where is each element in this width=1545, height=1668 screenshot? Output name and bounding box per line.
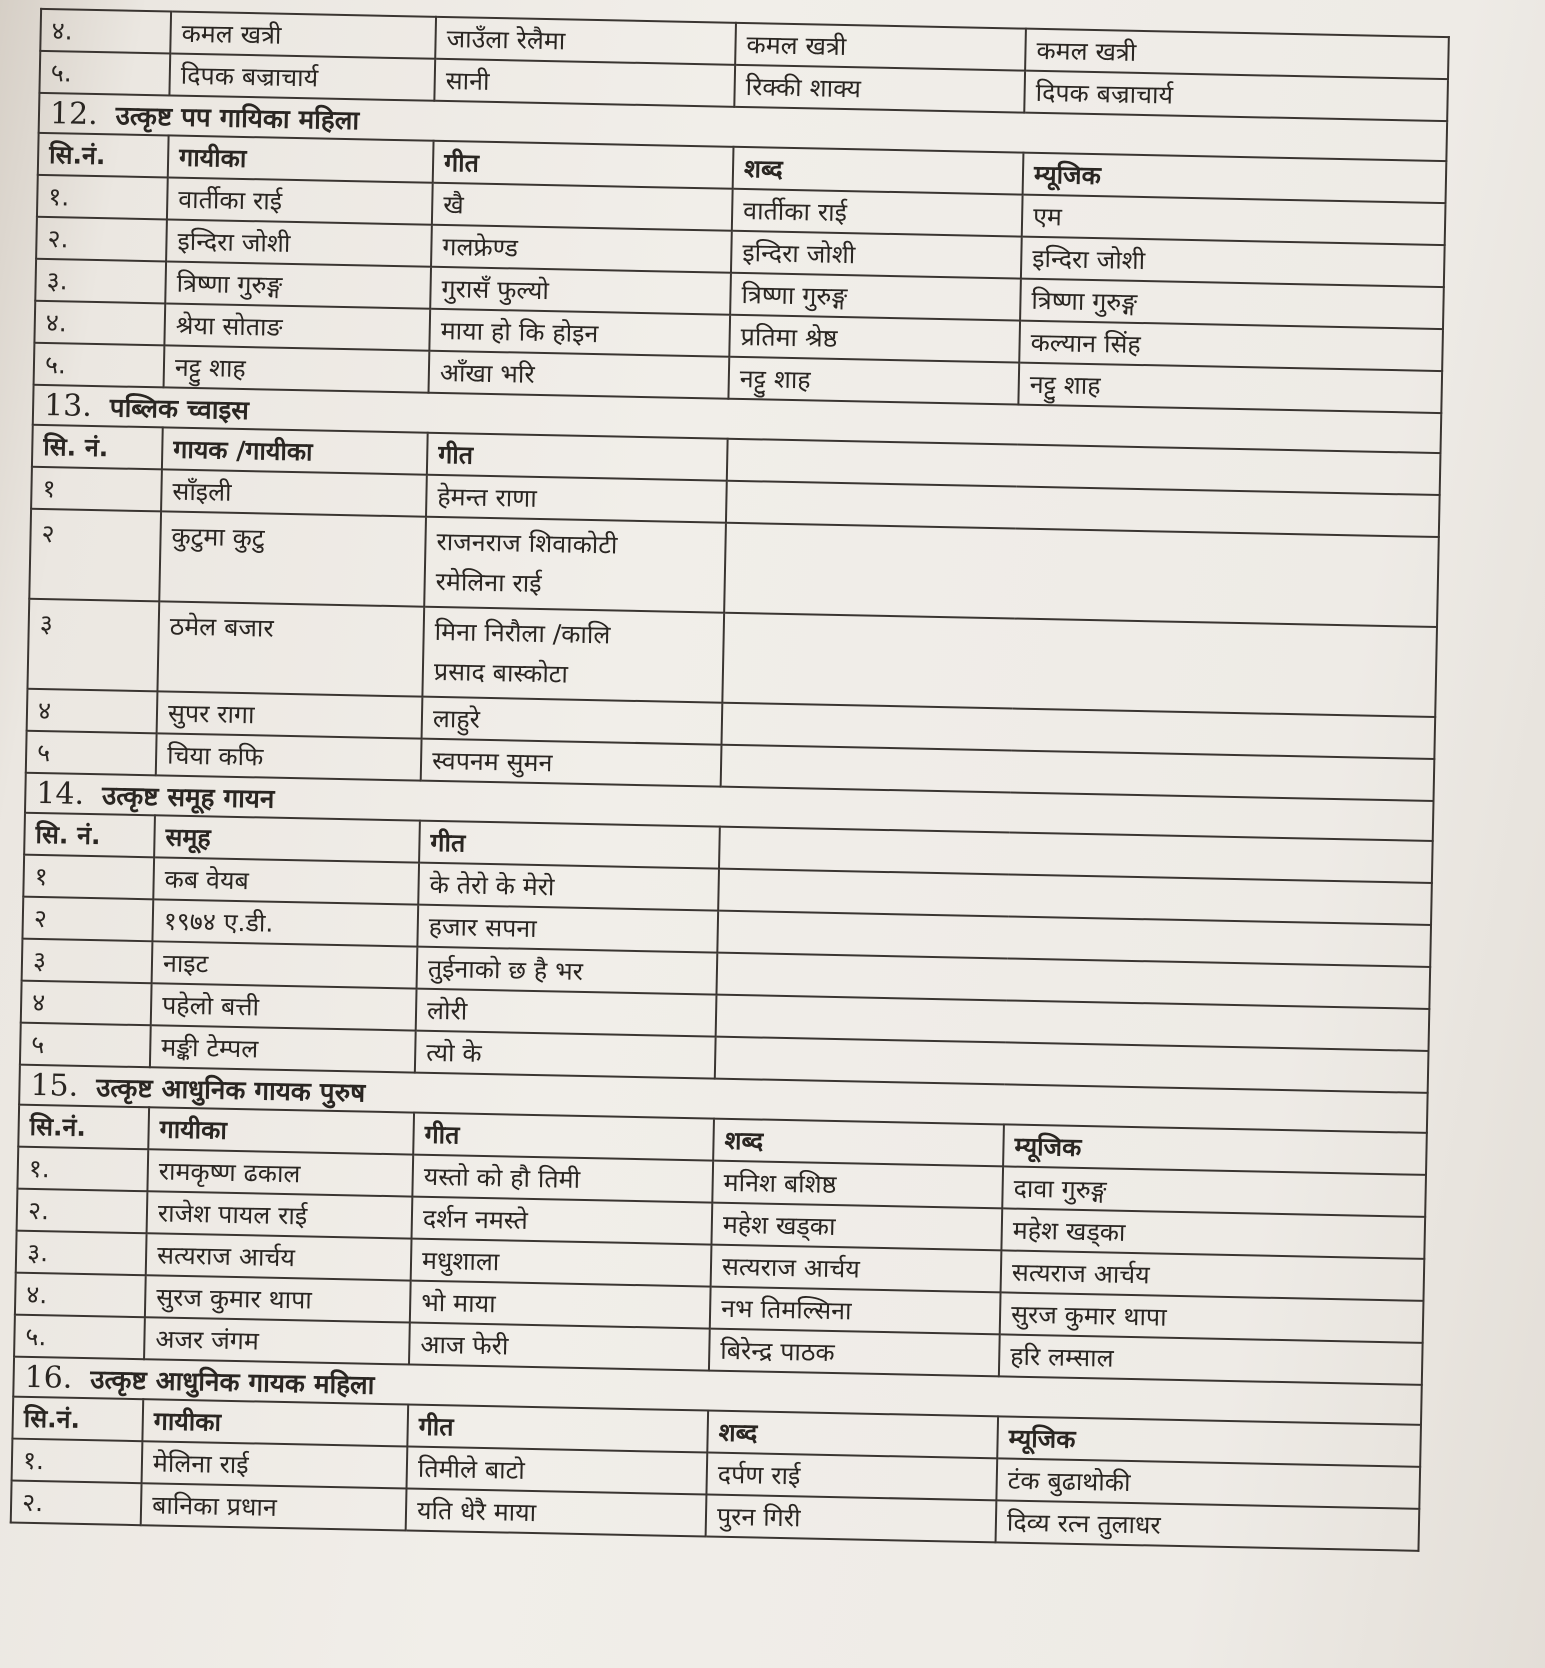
music-cell: नट्टु शाह	[1018, 363, 1442, 413]
column-header: शब्द	[733, 147, 1024, 195]
song-cell: के तेरो के मेरो	[418, 863, 719, 911]
serial-cell: १.	[37, 175, 168, 220]
serial-cell: ५.	[34, 343, 165, 388]
awards-table	[10, 8, 1450, 1552]
music-cell: सुरज कुमार थापा	[1000, 1292, 1424, 1342]
lyrics-cell: नभ तिमल्सिना	[710, 1287, 1001, 1335]
singer-cell: साँइली	[161, 469, 427, 516]
document-sheet	[10, 8, 1450, 1552]
music-cell: सत्यराज आर्चय	[1001, 1250, 1425, 1300]
singer-cell: वार्तीका राई	[167, 177, 433, 224]
music-cell: कमल खत्री	[1025, 29, 1449, 79]
song-cell: लाहुरे	[422, 697, 723, 745]
section-number: 16.	[24, 1359, 73, 1396]
section-title: उत्कृष्ट आधुनिक गायक महिला	[90, 1365, 375, 1401]
group-cell: १९७४ ए.डी.	[152, 899, 418, 946]
singer-cell: चिया कफि	[156, 733, 422, 780]
column-header: गायक /गायीका	[162, 427, 428, 474]
column-header: गायीका	[148, 1107, 414, 1154]
music-cell: इन्दिरा जोशी	[1021, 237, 1445, 287]
singer-cell: सत्यराज आर्चय	[146, 1233, 412, 1280]
song-cell: भो माया	[410, 1281, 711, 1329]
song-cell: गुरासँ फुल्यो	[430, 267, 731, 315]
lyrics-cell: प्रतिमा श्रेष्ठ	[729, 315, 1020, 363]
column-header: सि.नं.	[38, 133, 169, 178]
empty-cell	[722, 613, 1437, 717]
section-title: उत्कृष्ट आधुनिक गायक पुरुष	[95, 1073, 366, 1109]
group-cell: मङ्की टेम्पल	[150, 1025, 416, 1072]
song-cell: मधुशाला	[411, 1239, 712, 1287]
singer-cell: सुरज कुमार थापा	[145, 1275, 411, 1322]
column-header: सि. नं.	[32, 425, 163, 470]
column-header: म्यूजिक	[997, 1416, 1421, 1466]
section-title: उत्कृष्ट पप गायिका महिला	[115, 101, 360, 137]
column-header: गीत	[413, 1113, 714, 1161]
group-cell: नाइट	[152, 941, 418, 988]
group-cell: कब वेयब	[153, 857, 419, 904]
serial-cell: २.	[36, 217, 167, 262]
serial-cell: ३.	[35, 259, 166, 304]
serial-cell: ४.	[40, 9, 171, 54]
song-cell	[422, 607, 724, 703]
song-cell: आज फेरी	[409, 1323, 710, 1371]
lyrics-cell: मनिश बशिष्ठ	[712, 1161, 1003, 1209]
serial-cell: ५.	[39, 51, 170, 96]
song-cell: गलफ्रेण्ड	[431, 225, 732, 273]
serial-cell: ५	[20, 1023, 151, 1068]
serial-cell: २	[22, 897, 153, 942]
song-cell: स्वपनम सुमन	[421, 739, 722, 787]
lyrics-cell: नट्टु शाह	[728, 357, 1019, 405]
song-cell: त्यो के	[415, 1031, 716, 1079]
singer-cell: ठमेल बजार	[157, 601, 424, 696]
singer-cell: राजेश पायल राई	[147, 1191, 413, 1238]
music-cell: दावा गुरुङ्ग	[1002, 1166, 1426, 1216]
singer-cell: बानिका प्रधान	[141, 1483, 407, 1530]
serial-cell: २.	[11, 1481, 142, 1526]
serial-cell: ४	[21, 981, 152, 1026]
lyrics-cell: पुरन गिरी	[706, 1495, 997, 1543]
column-header: गीत	[419, 821, 720, 869]
song-cell: माया हो कि होइन	[429, 309, 730, 357]
group-cell: पहेलो बत्ती	[151, 983, 417, 1030]
singer-cell: मेलिना राई	[142, 1441, 408, 1488]
singer-cell: दिपक बज्राचार्य	[169, 53, 435, 100]
singer-cell: इन्दिरा जोशी	[166, 219, 432, 266]
column-header: सि.नं.	[12, 1397, 143, 1442]
singer-cell: अजर जंगम	[144, 1317, 410, 1364]
column-header: सि.नं.	[18, 1105, 149, 1150]
lyrics-cell: बिरेन्द्र पाठक	[709, 1329, 1000, 1377]
empty-cell	[724, 523, 1439, 627]
singer-cell: रामकृष्ण ढकाल	[147, 1149, 413, 1196]
column-header: समूह	[154, 815, 420, 862]
serial-cell: ३	[27, 599, 159, 692]
singer-cell: श्रेया सोताङ	[164, 303, 430, 350]
singer-cell: सुपर रागा	[157, 691, 423, 738]
song-cell: जाउँला रेलैमा	[435, 17, 736, 65]
serial-cell: १.	[17, 1147, 148, 1192]
column-header: गीत	[433, 141, 734, 189]
serial-cell: ४	[27, 689, 158, 734]
singer-cell: त्रिष्णा गुरुङ्ग	[165, 261, 431, 308]
lyrics-cell: दर्पण राई	[706, 1453, 997, 1501]
singer-cell: कुटुमा कुटु	[159, 511, 426, 606]
music-cell: महेश खड्का	[1001, 1208, 1425, 1258]
serial-cell: ३.	[16, 1231, 147, 1276]
music-cell: कल्यान सिंह	[1019, 321, 1443, 371]
music-cell: टंक बुढाथोकी	[996, 1458, 1420, 1508]
singer-cell: नट्टु शाह	[164, 345, 430, 392]
column-header: शब्द	[713, 1119, 1004, 1167]
serial-cell: २.	[17, 1189, 148, 1234]
music-cell: त्रिष्णा गुरुङ्ग	[1020, 279, 1444, 329]
song-cell: तुईनाको छ है भर	[417, 947, 718, 995]
song-cell: सानी	[434, 59, 735, 107]
lyrics-cell: वार्तीका राई	[732, 189, 1023, 237]
song-line: राजनराज शिवाकोटी	[436, 526, 618, 560]
serial-cell: ५.	[14, 1315, 145, 1360]
serial-cell: १	[31, 467, 162, 512]
lyrics-cell: इन्दिरा जोशी	[731, 231, 1022, 279]
song-line: रमेलिना राई	[435, 566, 542, 599]
lyrics-cell: महेश खड्का	[711, 1203, 1002, 1251]
song-cell	[424, 517, 726, 613]
serial-cell: ३	[22, 939, 153, 984]
lyrics-cell: सत्यराज आर्चय	[711, 1245, 1002, 1293]
music-cell: दिपक बज्राचार्य	[1024, 71, 1448, 121]
column-header: गायीका	[142, 1399, 408, 1446]
serial-cell: २	[29, 509, 161, 602]
section-number: 13.	[43, 388, 93, 424]
song-cell: लोरी	[416, 989, 717, 1037]
song-cell: हेमन्त राणा	[426, 475, 727, 523]
serial-cell: १.	[12, 1439, 143, 1484]
column-header: गीत	[407, 1405, 708, 1453]
music-cell: हरि लम्साल	[999, 1334, 1423, 1384]
section-title: उत्कृष्ट समूह गायन	[101, 781, 275, 815]
column-header: गायीका	[168, 135, 434, 182]
column-header: म्यूजिक	[1003, 1124, 1427, 1174]
lyrics-cell: कमल खत्री	[735, 23, 1026, 71]
song-cell: हजार सपना	[417, 905, 718, 953]
song-cell: दर्शन नमस्ते	[412, 1197, 713, 1245]
music-cell: एम	[1022, 195, 1446, 245]
column-header: सि. नं.	[24, 813, 155, 858]
song-cell: यति धेरै माया	[406, 1489, 707, 1537]
serial-cell: ५	[26, 731, 157, 776]
song-cell: आँखा भरि	[428, 351, 729, 399]
column-header: गीत	[427, 433, 728, 481]
lyrics-cell: त्रिष्णा गुरुङ्ग	[730, 273, 1021, 321]
section-number: 15.	[30, 1067, 79, 1104]
song-cell: खै	[432, 183, 733, 231]
song-line: मिना निरौला /कालि	[434, 616, 611, 650]
song-cell: तिमीले बाटो	[406, 1447, 707, 1495]
section-number: 12.	[49, 96, 99, 133]
singer-cell: कमल खत्री	[170, 11, 436, 58]
section-number: 14.	[36, 775, 85, 812]
lyrics-cell: रिक्की शाक्य	[734, 65, 1025, 113]
serial-cell: ४.	[34, 301, 165, 346]
music-cell: दिव्य रत्न तुलाधर	[996, 1500, 1420, 1550]
serial-cell: १	[23, 855, 154, 900]
song-line: प्रसाद बास्कोटा	[433, 656, 569, 689]
song-cell: यस्तो को हौ तिमी	[412, 1155, 713, 1203]
section-title: पब्लिक च्वाइस	[109, 393, 250, 427]
column-header: म्यूजिक	[1023, 153, 1447, 203]
serial-cell: ४.	[15, 1273, 146, 1318]
column-header: शब्द	[707, 1411, 998, 1459]
